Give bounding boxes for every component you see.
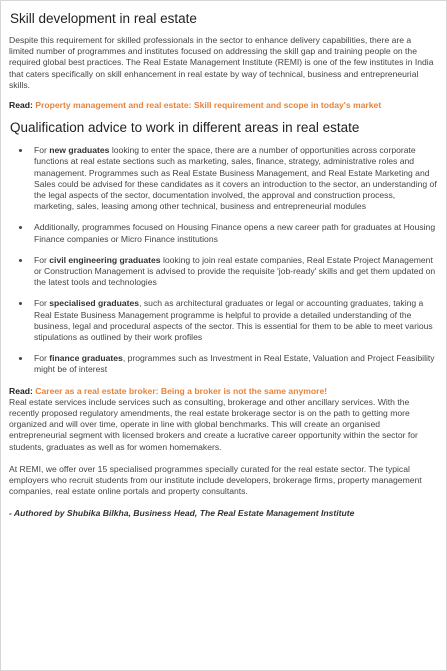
- item-prefix: For: [34, 145, 50, 156]
- read-label: Read:: [9, 100, 33, 111]
- read-more-1: [9, 100, 437, 111]
- item-text: , programmes such as Investment in Real Estate, Valuation and Project Feasibility might be of interest: [34, 353, 435, 375]
- read-more-2: [9, 386, 437, 397]
- item-text: looking to join real estate companies, Real Estate Project Management or Construction Management is advised to provide the requisite 'job-ready' skills and get them updated on the latest tools and technologies: [34, 254, 436, 288]
- item-text: looking to enter the space, there are a number of opportunities across corporate functions at real estate sections such as marketing, sales, finance, strategy, administrative roles and management. Programmes such as Real Estate Business Management, and Real Estate Marketing and Sales could be advised for these candidates as it covers an introduction to the sector, an understanding of the legal aspects of the sector, documentation involved, the approval and construction process, marketing, sales, leasing among other technical, business and entrepreneurial modules: [34, 145, 437, 212]
- section-heading-skill-development: Skill development in real estate: [10, 11, 197, 26]
- read-label: Read:: [9, 385, 33, 396]
- intro-paragraph: Despite this requirement for skilled professionals in the sector to enhance delivery capabilities, there are a limited number of programmes and institutes focused on addressing the skill gap and training people on the required global best practices. The Real Estate Management Institute (REMI) is one of the few institutes in India that caters specifically on skill enhancement in real estate by way of technical, business and entrepreneurial skills.: [9, 35, 434, 90]
- list-item: [31, 222, 437, 244]
- list-item: [31, 298, 437, 343]
- section-heading-qualification-advice: Qualification advice to work in different areas in real estate: [10, 120, 360, 136]
- list-item: [31, 145, 437, 212]
- list-item: [31, 255, 437, 289]
- item-text: , such as architectural graduates or legal or accounting graduates, taking a Real Estate Business Management programme is helpful to provide a detailed understanding of the business, legal and procedural aspects of the sector. This is essential for them to be able to meet various stipulations as outlined by their work profiles: [34, 298, 433, 343]
- read-link-property-management[interactable]: Property management and real estate: Skill requirement and scope in today's market: [35, 100, 382, 111]
- item-bold: civil engineering graduates: [49, 254, 161, 265]
- item-prefix: For: [34, 254, 50, 265]
- item-text: Additionally, programmes focused on Housing Finance opens a new career path for graduates at Housing Finance companies or Micro Finance institutions: [34, 222, 436, 244]
- item-bold: new graduates: [49, 145, 110, 156]
- remi-paragraph: At REMI, we offer over 15 specialised programmes specially curated for the real estate sector. The typical employers who recruit students from our institute include developers, brokerage firms, property management companies, real estate online portals and property consultants.: [9, 463, 422, 497]
- item-bold: specialised graduates: [49, 298, 140, 309]
- list-item: [31, 353, 437, 375]
- item-prefix: For: [34, 353, 50, 364]
- services-paragraph: Real estate services include services such as consulting, brokerage and other ancillary services. With the recently proposed regulatory amendments, the real estate brokerage sector is on the path to getting more organized and will over time, operate in line with global benchmarks. This will create an organised entrepreneurial segment with licensed brokers and create a lucrative career opportunity within the sector for students, graduates as well as for women homemakers.: [9, 396, 418, 452]
- advice-list: [9, 145, 437, 375]
- item-prefix: For: [34, 298, 50, 309]
- author-credit: - Authored by Shubika Bilkha, Business Head, The Real Estate Management Institute: [9, 507, 355, 518]
- item-bold: finance graduates: [49, 353, 123, 364]
- article-content: [1, 1, 446, 519]
- read-link-real-estate-broker[interactable]: Career as a real estate broker: Being a broker is not the same anymore!: [35, 385, 328, 396]
